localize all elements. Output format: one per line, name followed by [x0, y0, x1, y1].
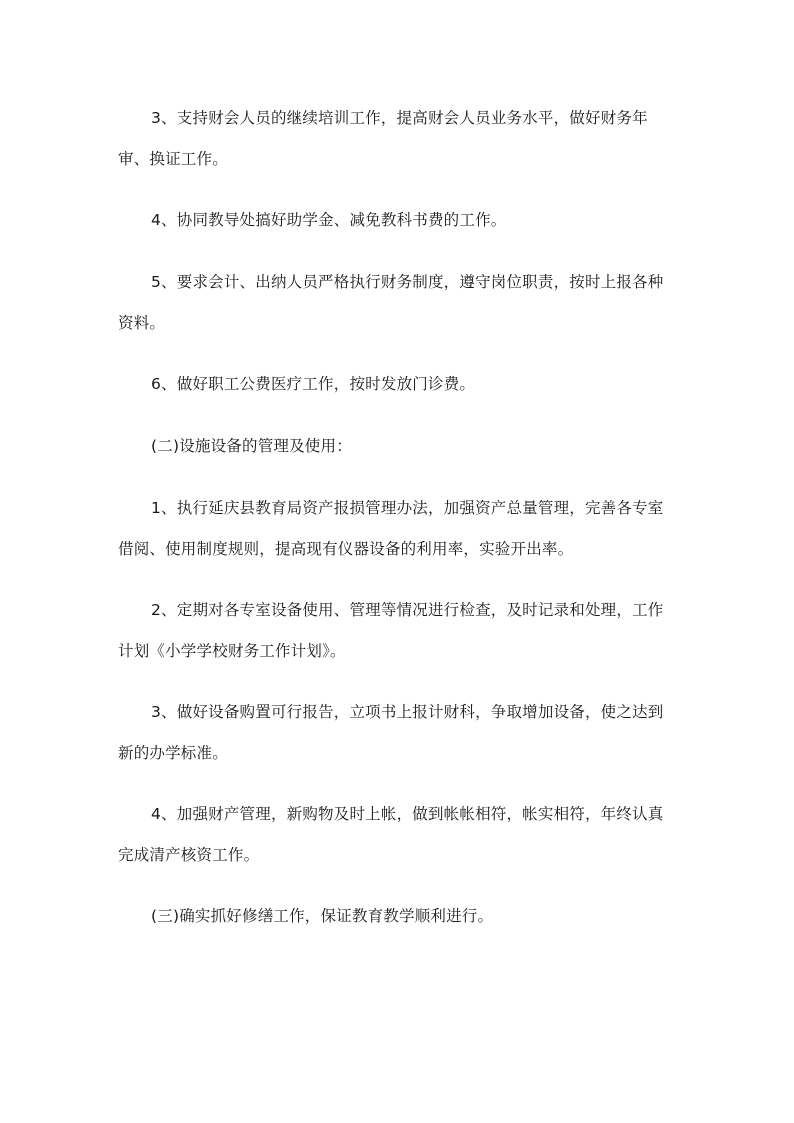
paragraph-property: 4、加强财产管理，新购物及时上帐，做到帐帐相符，帐实相符，年终认真完成清产核资工作。 — [118, 805, 664, 864]
paragraph-finance-training: 3、支持财会人员的继续培训工作，提高财会人员业务水平，做好财务年审、换证工作。 — [118, 109, 648, 168]
section-heading-repairs: (三)确实抓好修缮工作，保证教育教学顺利进行。 — [151, 907, 494, 925]
paragraph-asset-management: 1、执行延庆县教育局资产报损管理办法，加强资产总量管理，完善各专室借阅、使用制度规则，提高现有仪器设备的利用率，实验开出率。 — [118, 499, 664, 558]
paragraph-inspection: 2、定期对各专室设备使用、管理等情况进行检查，及时记录和处理，工作计划《小学学校财务工作计划》。 — [118, 601, 664, 660]
paragraph-accounting-rules: 5、要求会计、出纳人员严格执行财务制度，遵守岗位职责，按时上报各种资料。 — [118, 273, 664, 332]
section-heading-facilities: (二)设施设备的管理及使用： — [151, 437, 352, 455]
paragraph-procurement: 3、做好设备购置可行报告，立项书上报计财科，争取增加设备，使之达到新的办学标准。 — [118, 703, 664, 762]
paragraph-medical: 6、做好职工公费医疗工作，按时发放门诊费。 — [151, 375, 476, 393]
paragraph-scholarship: 4、协同教导处搞好助学金、减免教科书费的工作。 — [151, 211, 507, 229]
